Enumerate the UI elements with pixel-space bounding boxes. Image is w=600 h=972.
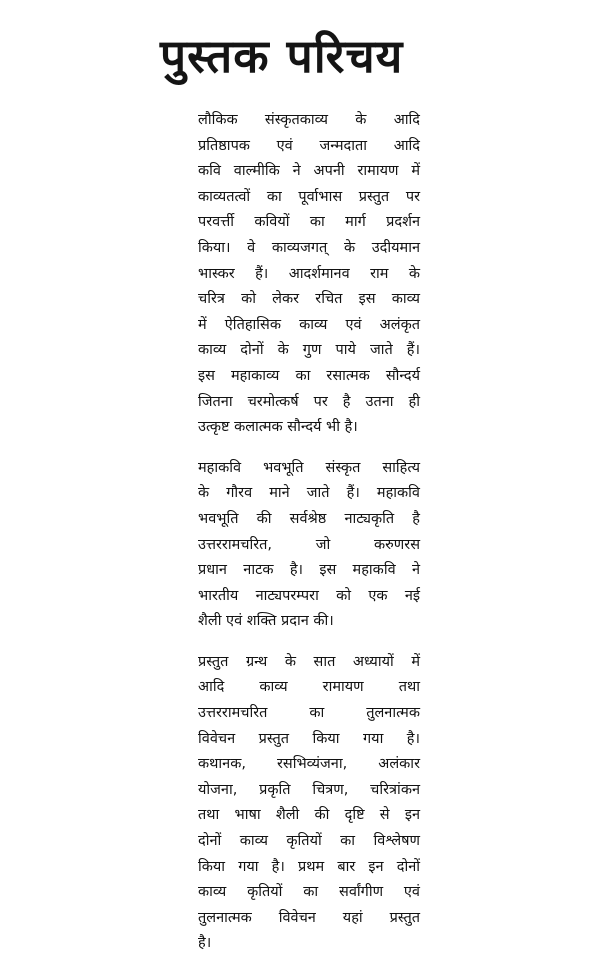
text-line: है। [198, 935, 212, 952]
paragraph-2 [198, 456, 420, 635]
text-line: परवर्त्ती कवियों का मार्ग प्रदर्शन [198, 214, 420, 231]
text-line: किया। वे काव्यजगत् के उदीयमान [198, 239, 420, 256]
text-line: शैली एवं शक्ति प्रदान की। [198, 613, 334, 630]
text-line: महाकवि भवभूति संस्कृत साहित्य [198, 459, 420, 476]
text-line: विवेचन प्रस्तुत किया गया है। [198, 730, 420, 747]
page-title: पुस्तक परिचय [160, 29, 404, 83]
text-line: भास्कर हैं। आदर्शमानव राम के [198, 265, 420, 282]
text-line: कथानक, रसभिव्यंजना, अलंकार [198, 756, 420, 773]
text-line: योजना, प्रकृति चित्रण, चरित्रांकन [198, 781, 420, 798]
text-line: चरित्र को लेकर रचित इस काव्य [198, 291, 420, 308]
text-line: उत्तररामचरित, जो करुणरस [198, 536, 420, 553]
text-line: में ऐतिहासिक काव्य एवं अलंकृत [198, 316, 420, 333]
paragraph-1 [198, 108, 420, 441]
text-line: प्रधान नाटक है। इस महाकवि ने [198, 562, 420, 579]
text-line: कवि वाल्मीकि ने अपनी रामायण में [198, 163, 420, 180]
text-line: किया गया है। प्रथम बार इन दोनों [198, 858, 420, 875]
text-line: लौकिक संस्कृतकाव्य के आदि [198, 112, 420, 128]
text-line: काव्य कृतियों का सर्वांगीण एवं [198, 884, 420, 901]
text-line: भारतीय नाट्यपरम्परा को एक नई [198, 587, 420, 604]
text-line: काव्य दोनों के गुण पाये जाते हैं। [198, 342, 420, 359]
text-line: प्रस्तुत ग्रन्थ के सात अध्यायों में [198, 653, 420, 670]
text-line: तुलनात्मक विवेचन यहां प्रस्तुत [198, 909, 420, 926]
text-line: जितना चरमोत्कर्ष पर है उतना ही [198, 393, 420, 410]
text-line: प्रतिष्ठापक एवं जन्मदाता आदि [198, 137, 420, 154]
text-line: आदि काव्य रामायण तथा [198, 679, 420, 696]
text-line: के गौरव माने जाते हैं। महाकवि [198, 485, 420, 502]
text-line: उत्तररामचरित का तुलनात्मक [198, 705, 420, 722]
text-line: इस महाकाव्य का रसात्मक सौन्दर्य [198, 367, 420, 384]
text-line: तथा भाषा शैली की दृष्टि से इन [198, 807, 420, 824]
text-line: उत्कृष्ट कलात्मक सौन्दर्य भी है। [198, 419, 358, 436]
text-line: भवभूति की सर्वश्रेष्ठ नाट्यकृति है [198, 510, 420, 527]
text-line: काव्यतत्वों का पूर्वाभास प्रस्तुत पर [198, 188, 420, 205]
book-introduction-text [198, 108, 420, 972]
paragraph-3 [198, 650, 420, 957]
text-line: दोनों काव्य कृतियों का विश्लेषण [198, 833, 420, 850]
